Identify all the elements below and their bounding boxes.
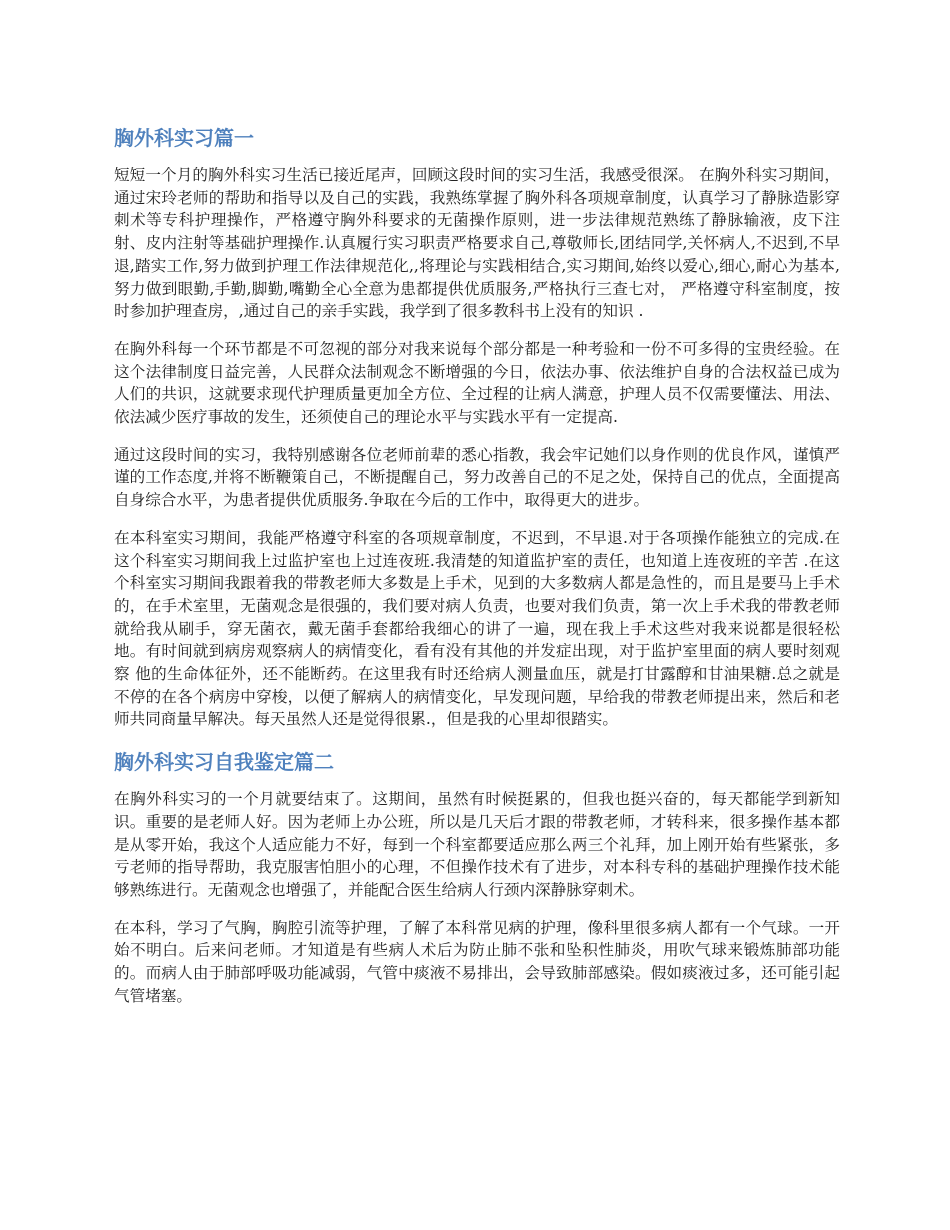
document-page [114,122,840,1023]
paragraph-1-2: 在胸外科每一个环节都是不可忽视的部分对我来说每个部分都是一种考验和一份不可多得的宝贵经验。在这个法律制度日益完善，人民群众法制观念不断增强的今日，依法办事、依法维护自身的合法权益已成为人们的共识，这就要求现代护理质量更加全方位、全过程的让病人满意，护理人员不仅需要懂法、用法、依法减少医疗事故的发生，还须使自己的理论水平与实践水平有一定提高. [114,339,840,427]
paragraph-1-3: 通过这段时间的实习，我特别感谢各位老师前辈的悉心指教，我会牢记她们以身作则的优良作风，谨慎严谨的工作态度,并将不断鞭策自己，不断提醒自己，努力改善自己的不足之处，保持自己的优点，全面提高自身综合水平，为患者提供优质服务.争取在今后的工作中，取得更大的进步。 [114,445,840,510]
section-title-1: 胸外科实习篇一 [114,126,254,150]
paragraph-2-1: 在胸外科实习的一个月就要结束了。这期间，虽然有时候挺累的，但我也挺兴奋的，每天都能学到新知识。重要的是老师人好。因为老师上办公班，所以是几天后才跟的带教老师，才转科来，很多操作基本都是从零开始，我这个人适应能力不好，每到一个科室都要适应那么两三个礼拜，加上刚开始有些紧张，多亏老师的指导帮助，我克服害怕胆小的心理，不但操作技术有了进步，对本科专科的基础护理操作技术能够熟练进行。无菌观念也增强了，并能配合医生给病人行颈内深静脉穿刺术。 [114,790,840,899]
paragraph-2-2: 在本科，学习了气胸，胸腔引流等护理，了解了本科常见病的护理，像科里很多病人都有一个气球。一开始不明白。后来问老师。才知道是有些病人术后为防止肺不张和坠积性肺炎，用吹气球来锻炼肺部功能的。而病人由于肺部呼吸功能减弱，气管中痰液不易排出，会导致肺部感染。假如痰液过多，还可能引起气管堵塞。 [114,918,840,1005]
section-title-2: 胸外科实习自我鉴定篇二 [114,750,334,775]
paragraph-1-4: 在本科室实习期间，我能严格遵守科室的各项规章制度，不迟到，不早退.对于各项操作能独立的完成.在这个科室实习期间我上过监护室也上过连夜班.我清楚的知道监护室的责任，也知道上连夜班的辛苦 .在这个科室实习期间我跟着我的带教老师大多数是上手术，见到的大多数病人都是急性的，而且是要马上手术的，在手术室里，无菌观念是很强的，我们要对病人负责，也要对我们负责，第一次上手术我的带教老师就给我从刷手，穿无菌衣，戴无菌手套都给我细心的讲了一遍，现在我上手术这些对我来说都是很轻松地。有时间就到病房观察病人的病情变化，看有没有其他的并发症出现，对于监护室里面的病人要时刻观察 他的生命体征外，还不能断药。在这里我有时还给病人测量血压，就是打甘露醇和甘油果糖.总之就是不停的在各个病房中穿梭，以便了解病人的病情变化，早发现问题，早给我的带教老师提出来，然后和老师共同商量早解决。每天虽然人还是觉得很累.，但是我的心里却很踏实。 [114,528,840,729]
paragraph-1-1: 短短一个月的胸外科实习生活已接近尾声，回顾这段时间的实习生活，我感受很深。 在胸外科实习期间，通过宋玲老师的帮助和指导以及自己的实践，我熟练掌握了胸外科各项规章制度，认真学习了静脉造影穿刺术等专科护理操作，严格遵守胸外科要求的无菌操作原则，进一步法律规范熟练了静脉输液，皮下注射、皮内注射等基础护理操作.认真履行实习职责严格要求自己,尊敬师长,团结同学,关怀病人,不迟到,不早退,踏实工作,努力做到护理工作法律规范化,,将理论与实践相结合,实习期间,始终以爱心,细心,耐心为基本,努力做到眼勤,手勤,脚勤,嘴勤全心全意为患都提供优质服务,严格执行三查七对， 严格遵守科室制度，按时参加护理查房，,通过自己的亲手实践，我学到了很多教科书上没有的知识 . [114,166,840,321]
